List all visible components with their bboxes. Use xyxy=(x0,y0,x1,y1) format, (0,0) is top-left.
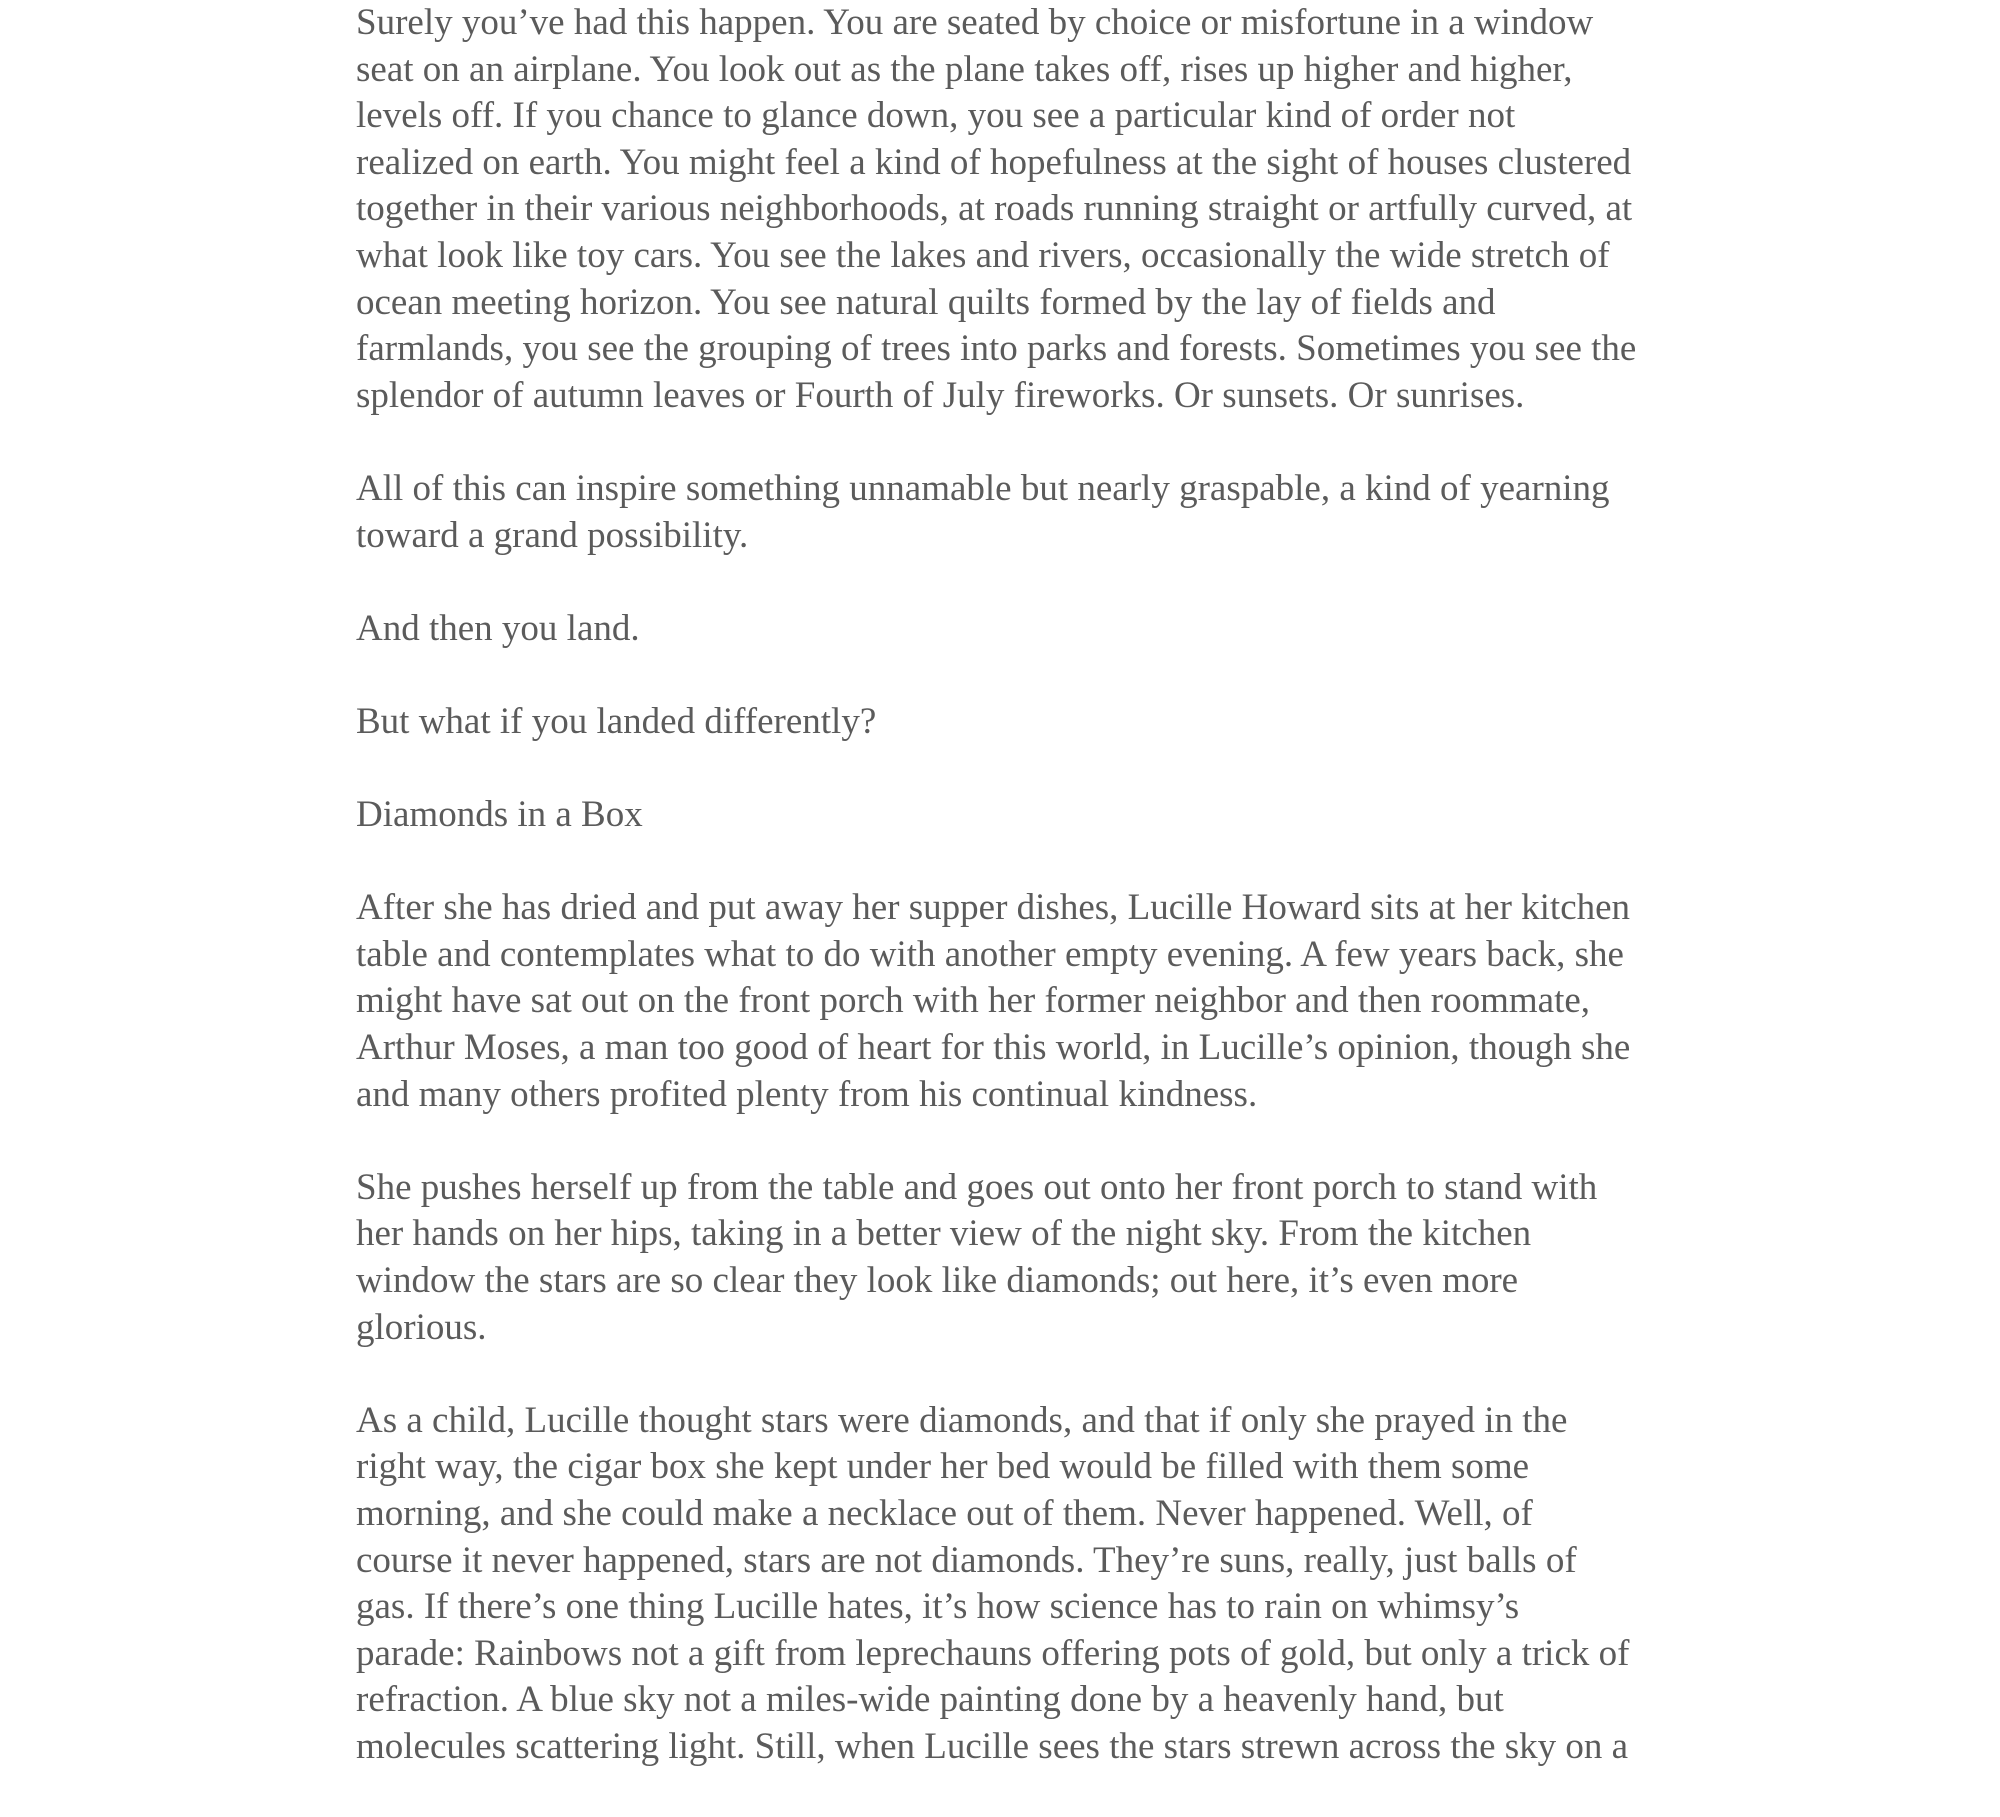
text-line: farmlands, you see the grouping of trees into parks and forests. Sometimes you see the xyxy=(356,328,1637,370)
text-line: realized on earth. You might feel a kind of hopefulness at the sight of houses clustered xyxy=(356,141,1632,183)
text-line: And then you land. xyxy=(356,607,640,649)
text-line: parade: Rainbows not a gift from leprechauns offering pots of gold, but only a trick of xyxy=(356,1632,1630,1674)
text-line: levels off. If you chance to glance down, you see a particular kind of order not xyxy=(356,95,1516,137)
text-line: She pushes herself up from the table and goes out onto her front porch to stand with xyxy=(356,1166,1598,1208)
text-line: and many others profited plenty from his continual kindness. xyxy=(356,1073,1258,1115)
text-line: course it never happened, stars are not diamonds. They’re suns, really, just balls of xyxy=(356,1539,1577,1581)
text-line: splendor of autumn leaves or Fourth of July fireworks. Or sunsets. Or sunrises. xyxy=(356,374,1525,416)
paragraph-airplane-intro xyxy=(356,0,1676,419)
text-line: But what if you landed differently? xyxy=(356,700,877,742)
text-line: what look like toy cars. You see the lakes and rivers, occasionally the wide stretch of xyxy=(356,234,1610,276)
text-line: toward a grand possibility. xyxy=(356,514,749,556)
paragraph-land xyxy=(356,606,1676,653)
document-page xyxy=(356,0,1676,1817)
text-line: After she has dried and put away her supper dishes, Lucille Howard sits at her kitchen xyxy=(356,887,1631,929)
text-line: As a child, Lucille thought stars were diamonds, and that if only she prayed in the xyxy=(356,1399,1568,1441)
text-line: refraction. A blue sky not a miles-wide painting done by a heavenly hand, but xyxy=(356,1679,1504,1721)
text-line: All of this can inspire something unnamable but nearly graspable, a kind of yearning xyxy=(356,467,1610,509)
text-line: molecules scattering light. Still, when Lucille sees the stars strewn across the sky on a xyxy=(356,1725,1629,1767)
text-line: glorious. xyxy=(356,1306,487,1348)
paragraph-landed-differently xyxy=(356,699,1676,746)
text-line: her hands on her hips, taking in a better view of the night sky. From the kitchen xyxy=(356,1213,1532,1255)
paragraph-yearning xyxy=(356,466,1676,559)
text-line: window the stars are so clear they look like diamonds; out here, it’s even more xyxy=(356,1260,1519,1302)
text-line: Surely you’ve had this happen. You are seated by choice or misfortune in a window xyxy=(356,2,1594,43)
chapter-title-text: Diamonds in a Box xyxy=(356,794,643,836)
chapter-title xyxy=(356,792,1676,839)
text-line: Arthur Moses, a man too good of heart for this world, in Lucille’s opinion, though she xyxy=(356,1027,1631,1069)
paragraph-front-porch xyxy=(356,1165,1676,1351)
text-line: seat on an airplane. You look out as the plane takes off, rises up higher and higher, xyxy=(356,48,1573,90)
text-line: table and contemplates what to do with another empty evening. A few years back, she xyxy=(356,933,1624,975)
text-line: gas. If there’s one thing Lucille hates, it’s how science has to rain on whimsy’s xyxy=(356,1586,1520,1628)
text-line: ocean meeting horizon. You see natural quilts formed by the lay of fields and xyxy=(356,281,1496,323)
text-line: together in their various neighborhoods, at roads running straight or artfully curved, at xyxy=(356,188,1633,230)
text-line: morning, and she could make a necklace out of them. Never happened. Well, of xyxy=(356,1493,1533,1534)
paragraph-stars-diamonds xyxy=(356,1398,1676,1771)
text-line: might have sat out on the front porch with her former neighbor and then roommate, xyxy=(356,980,1591,1022)
text-line: right way, the cigar box she kept under her bed would be filled with them some xyxy=(356,1446,1530,1488)
paragraph-lucille-kitchen xyxy=(356,885,1676,1118)
